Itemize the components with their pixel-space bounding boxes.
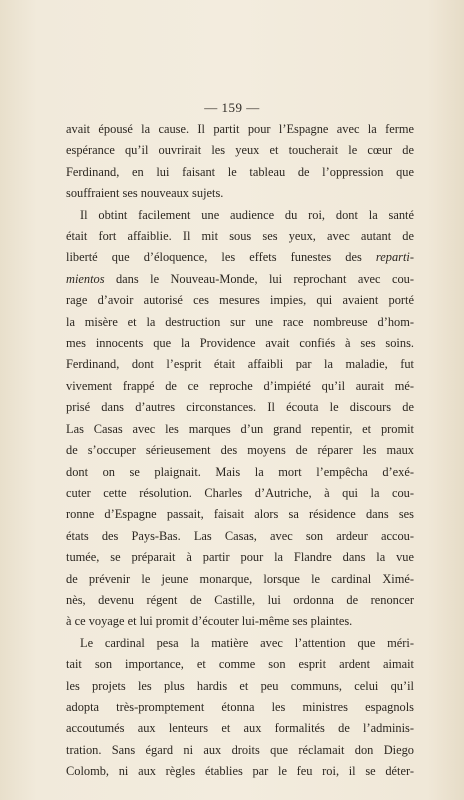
text-line: mes innocents que la Providence avait confiés à ses soins. xyxy=(66,336,414,351)
text-line: tumée, se préparait à partir pour la Flandre dans la vue xyxy=(66,550,414,565)
text-line: Ferdinand, dont l’esprit était affaibli par la maladie, fut xyxy=(66,357,414,372)
text-line: ronne d’Espagne passait, faisait alors sa résidence dans ses xyxy=(66,507,414,522)
text-line: adopta très-promptement étonna les ministres espagnols xyxy=(66,699,414,714)
text-line: mientos dans le Nouveau-Monde, lui reprochant avec cou- xyxy=(66,271,414,286)
text-line: états des Pays-Bas. Las Casas, avec son ardeur accou- xyxy=(66,528,414,543)
text-line: tait son importance, et comme son esprit ardent aimait xyxy=(66,657,414,672)
text-line: Las Casas avec les marques d’un grand repentir, et promit xyxy=(66,421,414,436)
text-line: Ferdinand, en lui faisant le tableau de l’oppression que xyxy=(66,164,414,179)
text-line: à ce voyage et lui promit d’écouter lui-même ses plaintes. xyxy=(66,614,353,629)
text-line: de prévenir le jeune monarque, lorsque le cardinal Ximé- xyxy=(66,571,414,586)
text-line: cuter cette résolution. Charles d’Autriche, à qui la cou- xyxy=(66,485,414,500)
text-line: vivement frappé de ce reproche d’impiété qu’il aurait mé- xyxy=(66,378,414,393)
text-line: de s’occuper sérieusement des moyens de réparer les maux xyxy=(66,443,414,458)
text-line: nès, devenu régent de Castille, lui ordonna de renoncer xyxy=(66,592,414,607)
text-line: accoutumés aux lenteurs et aux formalités de l’adminis- xyxy=(66,721,414,736)
body-text xyxy=(66,119,414,783)
text-line: Le cardinal pesa la matière avec l’attention que méri- xyxy=(80,635,414,650)
text-line: espérance qu’il ouvrirait les yeux et toucherait le cœur de xyxy=(66,143,414,158)
text-line: avait épousé la cause. Il partit pour l’Espagne avec la ferme xyxy=(66,122,414,136)
text-line: liberté que d’éloquence, les effets funestes des reparti- xyxy=(66,250,414,265)
text-line: prisé dans d’autres circonstances. Il écouta le discours de xyxy=(66,400,414,415)
text-line: Colomb, ni aux règles établies par le feu roi, il se déter- xyxy=(66,764,414,779)
text-line: dont on se plaignait. Mais la mort l’empêcha d’exé- xyxy=(66,464,414,479)
text-line: les projets les plus hardis et peu communs, celui qu’il xyxy=(66,678,414,693)
text-line: souffraient ses nouveaux sujets. xyxy=(66,186,224,201)
page-number: — 159 — xyxy=(204,100,260,115)
text-line: la misère et la destruction sur une race nombreuse d’hom- xyxy=(66,314,414,329)
text-line: était fort affaiblie. Il mit sous ses yeux, avec autant de xyxy=(66,229,414,244)
text-line: tration. Sans égard ni aux droits que réclamait don Diego xyxy=(66,742,414,757)
text-line: rage d’avoir autorisé ces mesures impies, qui avaient porté xyxy=(66,293,414,308)
text-line: Il obtint facilement une audience du roi, dont la santé xyxy=(80,207,414,222)
